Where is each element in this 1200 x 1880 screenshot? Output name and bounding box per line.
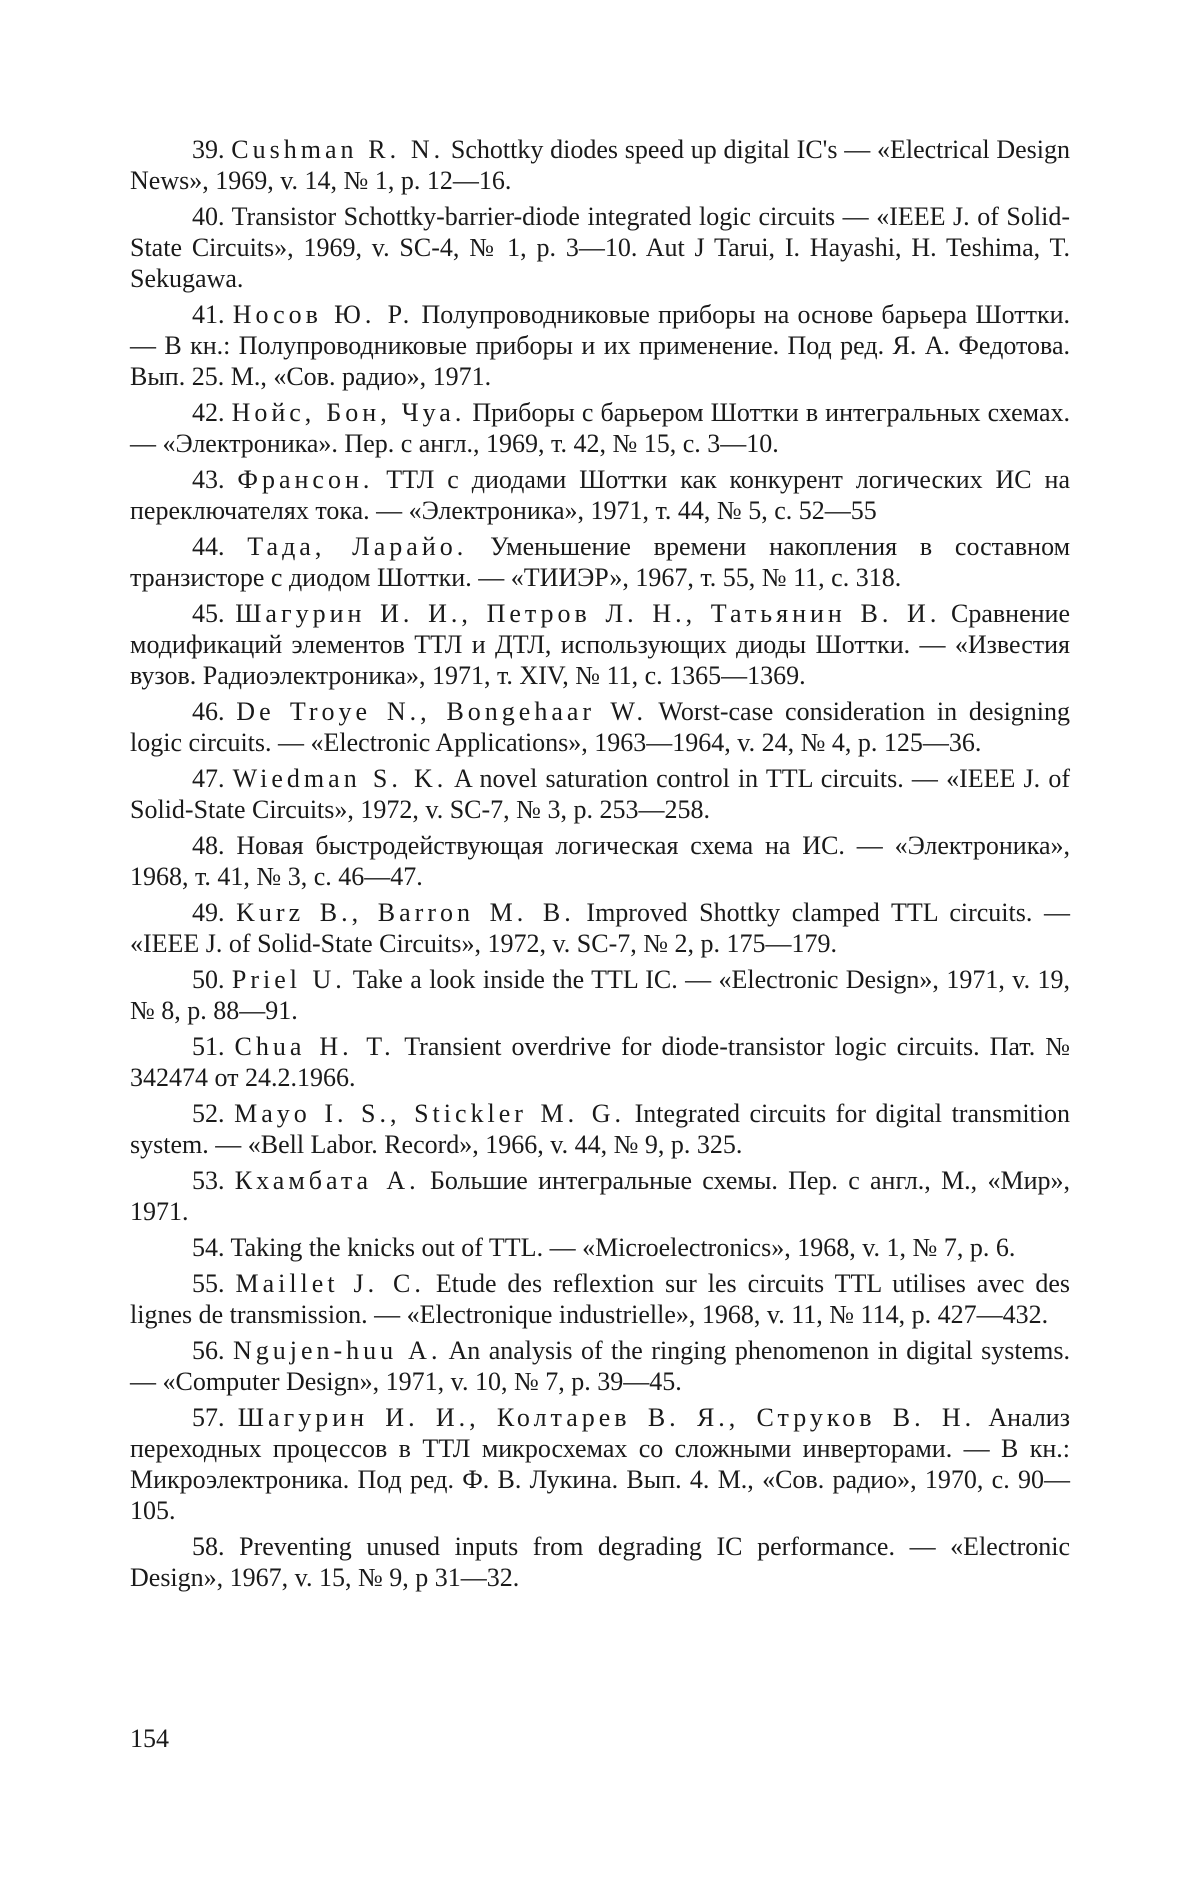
reference-entry — [130, 1335, 1070, 1397]
reference-number: 53. — [192, 1166, 225, 1195]
reference-entry — [130, 1031, 1070, 1093]
reference-text: Transient overdrive for diode-transistor logic circuits. Пат. № 342474 от 24.2.1966. — [130, 1032, 1071, 1092]
reference-text: Take a look inside the TTL IC. — «Electronic Design», 1971, v. 19, № 8, p. 88—91. — [130, 965, 1071, 1025]
reference-author: Ngujen-huu A. — [232, 1336, 442, 1365]
reference-entry — [130, 1268, 1070, 1330]
reference-text: Schottky diodes speed up digital IC's — «Electrical Design News», 1969, v. 14, № 1, p. 12—16. — [130, 135, 1071, 195]
reference-text: Integrated circuits for digital transmition system. — «Bell Labor. Record», 1966, v. 44, № 9, p. 325. — [130, 1099, 1070, 1159]
reference-author: Priel U. — [231, 965, 346, 994]
reference-text: An analysis of the ringing phenomenon in digital systems. — «Computer Design», 1971, v. 10, № 7, p. 39—45. — [130, 1336, 1071, 1396]
reference-author: Нойс, Бон, Чуа. — [231, 398, 466, 427]
reference-number: 44. — [192, 532, 225, 561]
reference-number: 47. — [192, 764, 225, 793]
reference-entry — [130, 964, 1070, 1026]
bibliography-list — [130, 134, 1070, 1598]
reference-entry — [130, 830, 1070, 892]
reference-author: Kurz B., Barron M. B. — [236, 898, 575, 927]
reference-text: Новая быстродействующая логическая схема на ИС. — «Электроника», 1968, т. 41, № 3, с. 46—47. — [130, 831, 1070, 891]
reference-author: Кхамбата А. — [234, 1166, 420, 1195]
reference-text: Анализ переходных процессов в ТТЛ микросхемах со сложными инверторами. — В кн.: Микроэлектроника. Под ред. Ф. В. Лукина. Вып. 4. М., «Сов. радио», 1970, с. 90—105. — [130, 1403, 1070, 1525]
reference-entry — [130, 1402, 1070, 1526]
reference-author: Chua H. T. — [234, 1032, 395, 1061]
reference-number: 54. — [192, 1233, 225, 1262]
reference-number: 39. — [192, 135, 225, 164]
reference-entry — [130, 134, 1070, 196]
reference-text: Worst-case consideration in designing logic circuits. — «Electronic Applications», 1963—1964, v. 24, № 4, p. 125—36. — [130, 697, 1071, 757]
reference-author: Wiedman S. K. — [232, 764, 448, 793]
reference-entry — [130, 598, 1070, 691]
reference-number: 52. — [192, 1099, 225, 1128]
reference-number: 41. — [192, 300, 225, 329]
page-number: 154 — [130, 1724, 169, 1753]
reference-text: Etude des reflextion sur les circuits TTL utilises avec des lignes de transmission. — «Electronique industrielle», 1968, v. 11, № 114, p. 427—432. — [130, 1269, 1071, 1329]
reference-text: Полупроводниковые приборы на основе барьера Шоттки. — В кн.: Полупроводниковые приборы и их применение. Под ред. Я. А. Федотова. Вып. 25. М., «Сов. радио», 1971. — [130, 300, 1071, 391]
reference-text: Taking the knicks out of TTL. — «Microelectronics», 1968, v. 1, № 7, p. 6. — [230, 1233, 1016, 1262]
reference-entry — [130, 1098, 1070, 1160]
reference-author: Франсон. — [237, 465, 374, 494]
reference-text: Сравнение модификаций элементов ТТЛ и ДТЛ, использующих диоды Шоттки. — «Известия вузов. Радиоэлектроника», 1971, т. XIV, № 11, с. 1365—1369. — [130, 599, 1070, 690]
reference-number: 57. — [192, 1403, 225, 1432]
reference-number: 50. — [192, 965, 225, 994]
reference-author: Maillet J. C. — [235, 1269, 425, 1298]
reference-number: 49. — [192, 898, 225, 927]
reference-author: Шагурин И. И., Колтарев В. Я., Струков В. Н. — [237, 1403, 976, 1432]
reference-number: 48. — [192, 831, 225, 860]
reference-entry — [130, 201, 1070, 294]
reference-number: 43. — [192, 465, 225, 494]
reference-number: 40. — [192, 202, 225, 231]
reference-entry — [130, 1232, 1070, 1263]
reference-number: 58. — [192, 1532, 225, 1561]
reference-entry — [130, 763, 1070, 825]
reference-entry — [130, 897, 1070, 959]
reference-number: 55. — [192, 1269, 225, 1298]
reference-number: 51. — [192, 1032, 225, 1061]
reference-entry — [130, 1531, 1070, 1593]
reference-text: Improved Shottky clamped TTL circuits. — «IEEE J. of Solid-State Circuits», 1972, v. SC-7, № 2, p. 175—179. — [130, 898, 1070, 958]
reference-author: Тада, Ларайо. — [247, 532, 468, 561]
reference-entry — [130, 464, 1070, 526]
reference-text: A novel saturation control in TTL circuits. — «IEEE J. of Solid-State Circuits», 1972, v. SC-7, № 3, p. 253—258. — [130, 764, 1070, 824]
reference-text: Preventing unused inputs from degrading IC performance. — «Electronic Design», 1967, v. 15, № 9, p 31—32. — [130, 1532, 1071, 1592]
reference-entry — [130, 1165, 1070, 1227]
reference-text: Большие интегральные схемы. Пер. с англ., М., «Мир», 1971. — [130, 1166, 1070, 1226]
reference-author: Шагурин И. И., Петров Л. Н., Татьянин В. И. — [235, 599, 941, 628]
reference-number: 45. — [192, 599, 225, 628]
reference-author: Mayo I. S., Stickler M. G. — [234, 1099, 626, 1128]
reference-entry — [130, 696, 1070, 758]
reference-number: 46. — [192, 697, 225, 726]
reference-entry — [130, 531, 1070, 593]
reference-entry — [130, 299, 1070, 392]
reference-author: De Troye N., Bongehaar W. — [236, 697, 648, 726]
reference-text: Приборы с барьером Шоттки в интегральных схемах. — «Электроника». Пер. с англ., 1969, т. 42, № 15, с. 3—10. — [130, 398, 1071, 458]
reference-number: 42. — [192, 398, 225, 427]
reference-number: 56. — [192, 1336, 225, 1365]
reference-author: Cushman R. N. — [231, 135, 445, 164]
reference-text: ТТЛ с диодами Шоттки как конкурент логических ИС на переключателях тока. — «Электроника», 1971, т. 44, № 5, с. 52—55 — [130, 465, 1070, 525]
reference-text: Уменьшение времени накопления в составном транзисторе с диодом Шоттки. — «ТИИЭР», 1967, т. 55, № 11, с. 318. — [130, 532, 1071, 592]
reference-text: Transistor Schottky-barrier-diode integrated logic circuits — «IEEE J. of Solid-State Circuits», 1969, v. SC-4, № 1, p. 3—10. Aut J Tarui, I. Hayashi, H. Teshima, T. Sekugawa. — [130, 202, 1071, 293]
reference-author: Носов Ю. Р. — [232, 300, 414, 329]
reference-entry — [130, 397, 1070, 459]
